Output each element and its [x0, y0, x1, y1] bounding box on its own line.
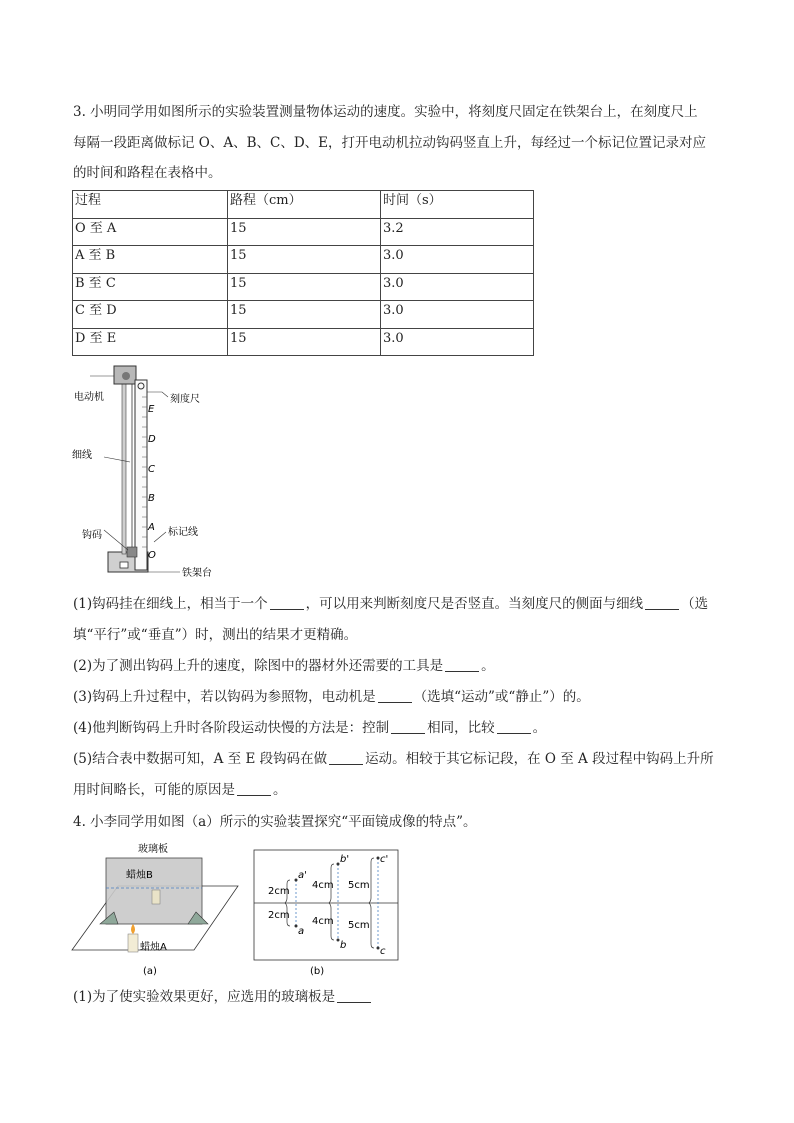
- table-header-cell: 路程（cm）: [228, 191, 381, 219]
- answer-blank[interactable]: [391, 719, 425, 734]
- mark-d-label: D: [148, 434, 156, 445]
- table-cell: 3.0: [381, 328, 534, 356]
- answer-blank[interactable]: [329, 750, 363, 765]
- q3-sub-3: [73, 687, 590, 707]
- q3-sub-5-text-a: (5)结合表中数据可知，A 至 E 段钩码在做: [73, 751, 328, 767]
- distance-b: 4cm: [312, 916, 334, 927]
- figure-a-caption: (a): [143, 966, 157, 977]
- table-header-cell: 过程: [73, 191, 228, 219]
- mark-a-label: A: [148, 522, 155, 533]
- weight-label: 钩码: [82, 530, 102, 541]
- point-b-prime: b': [340, 854, 350, 865]
- q3-sub-5-line-1: [73, 749, 714, 769]
- table-cell: 15: [228, 301, 381, 329]
- table-cell: 15: [228, 273, 381, 301]
- q3-sub-2-text-b: 。: [481, 658, 495, 674]
- point-b: b: [340, 940, 347, 951]
- q3-sub-1-text-a: (1)钩码挂在细线上，相当于一个: [73, 596, 268, 612]
- q3-line-3: 的时间和路程在表格中。: [73, 165, 222, 181]
- answer-blank[interactable]: [378, 688, 412, 703]
- motor-label: 电动机: [74, 392, 104, 403]
- q3-sub-5-text-c: 用时间略长，可能的原因是: [73, 782, 235, 798]
- answer-blank[interactable]: [337, 988, 371, 1003]
- answer-blank[interactable]: [270, 595, 304, 610]
- distance-b-prime: 4cm: [312, 880, 334, 891]
- table-cell: D 至 E: [73, 328, 228, 356]
- q3-sub-5-text-d: 。: [273, 782, 287, 798]
- table-row: [73, 246, 534, 274]
- q3-sub-5-text-b: 运动。相较于其它标记段，在 O 至 A 段过程中钩码上升所: [365, 751, 714, 767]
- q3-sub-4-text-a: (4)他判断钩码上升时各阶段运动快慢的方法是：控制: [73, 720, 390, 736]
- q4-line-1: 4. 小李同学用如图（a）所示的实验装置探究“平面镜成像的特点”。: [73, 814, 477, 830]
- point-a-prime: a': [298, 870, 307, 881]
- q3-sub-1-text-c: （选: [681, 596, 709, 612]
- answer-blank[interactable]: [645, 595, 679, 610]
- glass-label: 玻璃板: [138, 844, 168, 855]
- figure-a: [70, 838, 240, 978]
- point-c-prime: c': [380, 854, 389, 865]
- table-cell: 15: [228, 246, 381, 274]
- figure-b-caption: (b): [310, 966, 325, 977]
- table-cell: C 至 D: [73, 301, 228, 329]
- stand-label: 铁架台: [182, 568, 212, 579]
- table-cell: 3.0: [381, 246, 534, 274]
- q3-sub-4-text-b: 相同，比较: [427, 720, 495, 736]
- table-row: [73, 328, 534, 356]
- q3-data-table: [72, 190, 534, 356]
- distance-c-prime: 5cm: [348, 880, 370, 891]
- table-cell: 15: [228, 328, 381, 356]
- q4-sub-1: [73, 987, 373, 1007]
- q3-sub-4-text-c: 。: [532, 720, 547, 736]
- markline-label: 标记线: [168, 527, 198, 538]
- apparatus-figure: [70, 362, 250, 584]
- table-row: [73, 273, 534, 301]
- q4-sub-1-text: (1)为了使实验效果更好，应选用的玻璃板是: [73, 989, 336, 1005]
- table-cell: O 至 A: [73, 218, 228, 246]
- distance-c: 5cm: [348, 920, 370, 931]
- mark-o-label: O: [148, 550, 156, 561]
- answer-blank[interactable]: [445, 657, 479, 672]
- table-cell: 3.0: [381, 273, 534, 301]
- point-c: c: [380, 946, 386, 957]
- table-header-row: [73, 191, 534, 219]
- q3-line-2: 每隔一段距离做标记 O、A、B、C、D、E，打开电动机拉动钩码竖直上升，每经过一个标记位置记录对应: [73, 135, 707, 151]
- q3-sub-1-line-2: 填“平行”或“垂直”）时，测出的结果才更精确。: [73, 627, 358, 643]
- table-row: [73, 301, 534, 329]
- mark-b-label: B: [148, 493, 155, 504]
- table-cell: 15: [228, 218, 381, 246]
- ruler-label: 刻度尺: [170, 394, 200, 405]
- q3-sub-3-text-b: （选填“运动”或“静止”）的。: [413, 689, 590, 705]
- table-header-cell: 时间（s）: [381, 191, 534, 219]
- distance-a: 2cm: [268, 910, 290, 921]
- table-cell: B 至 C: [73, 273, 228, 301]
- candle-a-label: 蜡烛A: [140, 942, 167, 953]
- q3-sub-5-line-2: [73, 780, 287, 800]
- distance-a-prime: 2cm: [268, 886, 290, 897]
- string-label: 细线: [72, 450, 92, 461]
- point-a: a: [298, 926, 305, 937]
- q3-sub-1-text-b: ，可以用来判断刻度尺是否竖直。当刻度尺的侧面与细线: [305, 596, 644, 612]
- q3-line-1: 3. 小明同学用如图所示的实验装置测量物体运动的速度。实验中，将刻度尺固定在铁架台上，在刻度尺上: [73, 104, 698, 120]
- mark-c-label: C: [148, 464, 155, 475]
- table-cell: 3.0: [381, 301, 534, 329]
- q3-sub-3-text-a: (3)钩码上升过程中，若以钩码为参照物，电动机是: [73, 689, 376, 705]
- candle-b-label: 蜡烛B: [126, 870, 153, 881]
- mark-e-label: E: [148, 404, 155, 415]
- table-cell: A 至 B: [73, 246, 228, 274]
- q3-sub-2-text-a: (2)为了测出钩码上升的速度，除图中的器材外还需要的工具是: [73, 658, 444, 674]
- q3-sub-4: [73, 718, 546, 738]
- table-cell: 3.2: [381, 218, 534, 246]
- answer-blank[interactable]: [497, 719, 531, 734]
- answer-blank[interactable]: [237, 781, 271, 796]
- figure-b: [252, 848, 402, 978]
- table-row: [73, 218, 534, 246]
- q3-sub-1-line-1: [73, 594, 708, 614]
- q3-sub-2: [73, 656, 495, 676]
